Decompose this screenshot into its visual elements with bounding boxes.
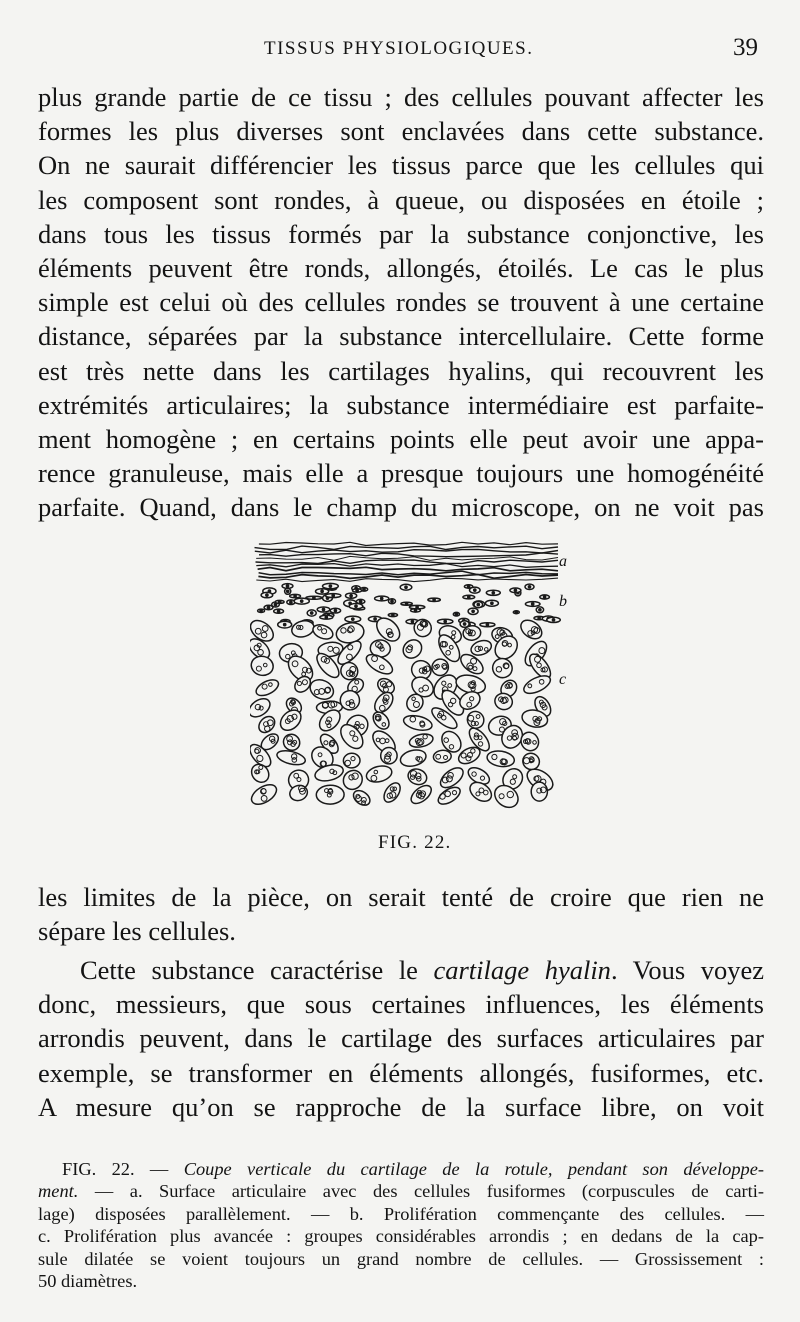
text-line: Cette substance caractérise le cartilage hyalin. Vous voyez	[80, 955, 764, 985]
legend-line: FIG. 22. — Coupe verticale du cartilage de la rotule, pendant son développe-	[62, 1159, 765, 1179]
legend-line: ment. — a. Surface articulaire avec des cellules fusiformes (corpuscules de carti-	[38, 1181, 764, 1202]
cell-nucleus	[325, 616, 327, 618]
cell-nucleus	[260, 610, 262, 612]
cartilage-engraving	[250, 536, 576, 814]
capsule	[408, 782, 435, 807]
cell-nucleus	[363, 588, 365, 590]
cell-nucleus	[301, 600, 303, 602]
emphasis-term: cartilage hyalin	[433, 955, 611, 985]
capsule	[531, 782, 547, 801]
fiber-line	[255, 549, 558, 553]
cell-nucleus	[374, 618, 376, 620]
text-line: éléments peuvent être ronds, allongés, étoilés. Le cas le plus	[38, 253, 764, 284]
text-line: On ne saurait différencier les tissus parce que les cellules qui	[38, 150, 764, 181]
cell-nucleus	[544, 596, 546, 598]
cell-nucleus	[486, 624, 488, 626]
cell-nucleus	[329, 585, 331, 587]
cell-nucleus	[279, 601, 281, 603]
cell-nucleus	[332, 595, 334, 597]
cell-nucleus	[391, 600, 393, 602]
capsule	[399, 636, 425, 662]
capsule	[316, 785, 344, 804]
cell-nucleus	[468, 585, 470, 587]
capsule	[371, 689, 396, 716]
capsule	[381, 780, 404, 805]
capsule	[466, 778, 495, 805]
capsule	[343, 753, 360, 768]
cell-nucleus	[392, 614, 394, 616]
cell-nucleus	[532, 603, 534, 605]
cell-nucleus	[360, 600, 362, 602]
cell-nucleus	[294, 595, 296, 597]
text-line: plus grande partie de ce tissu ; des cellules pouvant affecter les	[38, 82, 764, 112]
label-b: b	[559, 593, 567, 610]
text-line: dans tous les tissus formés par la substance conjonctive, les	[38, 218, 764, 249]
fiber-line	[256, 578, 558, 582]
figure-legend	[38, 1158, 764, 1292]
cell-nucleus	[322, 608, 324, 610]
text-line: A mesure qu’on se rapproche de la surface libre, on voit	[38, 1091, 764, 1122]
text-line: est très nette dans les cartilages hyalins, qui recouvrent les	[38, 355, 764, 386]
cell-nucleus	[352, 618, 354, 620]
cell-nucleus	[514, 589, 516, 591]
paragraph-continued	[38, 80, 764, 525]
capsule	[307, 676, 337, 703]
text-line: exemple, se transformer en éléments allongés, fusiformes, etc.	[38, 1057, 764, 1088]
cell-nucleus	[334, 610, 336, 612]
text-line: parfaite. Quand, dans le champ du microscope, on ne voit pas	[38, 492, 764, 523]
label-a: a	[559, 553, 567, 570]
cell-nucleus	[411, 621, 413, 623]
cell-nucleus	[539, 609, 541, 611]
cell-nucleus	[474, 589, 476, 591]
text-line: rence granuleuse, mais elle a presque toujours une homogénéité	[38, 458, 764, 489]
capsule	[250, 781, 280, 808]
capsule	[351, 788, 373, 809]
cell-nucleus	[491, 602, 493, 604]
fiber-line	[258, 575, 558, 579]
cell-nucleus	[455, 613, 457, 615]
fiber-line	[259, 553, 558, 557]
cell-nucleus	[405, 586, 407, 588]
cell-nucleus	[433, 599, 435, 601]
cell-nucleus	[515, 611, 517, 613]
page-number: 39	[733, 34, 758, 61]
capsule	[399, 747, 428, 768]
capsule	[311, 622, 335, 642]
capsule	[408, 732, 434, 749]
capsule	[402, 713, 433, 733]
capsule	[370, 709, 392, 732]
cell-nucleus	[468, 596, 470, 598]
paragraph-new	[38, 953, 764, 1124]
text-line: donc, messieurs, que sous certaines influences, les éléments	[38, 989, 764, 1020]
fiber-line	[256, 560, 559, 563]
cell-nucleus	[266, 594, 268, 596]
cell-nucleus	[290, 601, 292, 603]
capsule	[254, 677, 281, 699]
capsule	[489, 655, 515, 681]
cell-nucleus	[287, 590, 289, 592]
cell-nucleus	[416, 606, 418, 608]
capsule	[334, 620, 365, 645]
capsule	[486, 749, 515, 768]
text-line: formes les plus diverses sont enclavées dans cette substance.	[38, 116, 764, 147]
text-line: distance, séparées par la substance intercellulaire. Cette forme	[38, 321, 764, 352]
cell-nucleus	[313, 597, 315, 599]
text-line: arrondis peuvent, dans le cartilage des surfaces articulaires par	[38, 1023, 764, 1054]
cell-nucleus	[311, 612, 313, 614]
fiber-line	[258, 567, 558, 571]
cell-nucleus	[477, 604, 479, 606]
cell-nucleus	[492, 592, 494, 594]
cell-nucleus	[355, 605, 357, 607]
cell-nucleus	[278, 610, 280, 612]
cell-nucleus	[472, 610, 474, 612]
fiber-line	[255, 546, 559, 549]
capsule	[521, 672, 553, 697]
capsule	[276, 748, 307, 767]
cell-nucleus	[552, 619, 554, 621]
paragraph-end	[38, 880, 764, 948]
capsule	[433, 749, 452, 763]
cell-nucleus	[356, 589, 358, 591]
cell-nucleus	[350, 595, 352, 597]
cell-nucleus	[444, 620, 446, 622]
legend-line: lage) disposées parallèlement. — b. Prolifération commençante des cellules. —	[38, 1203, 764, 1224]
cell-nucleus	[464, 623, 466, 625]
cell-nucleus	[286, 585, 288, 587]
cell-nucleus	[381, 597, 383, 599]
legend-line: c. Prolifération plus avancée : groupes considérables arrondis ; en dedans de la cap-	[38, 1226, 764, 1247]
capsule	[250, 654, 275, 677]
text-line: extrémités articulaires; la substance intermédiaire est parfaite-	[38, 389, 764, 420]
legend-line: sule dilatée se voient toujours un grand nombre de cellules. — Grossissement :	[38, 1248, 764, 1269]
cell-nucleus	[538, 617, 540, 619]
cell-nucleus	[321, 590, 323, 592]
cartilage-illustration	[250, 536, 576, 814]
text-line: les composent sont rondes, à queue, ou disposées en étoile ;	[38, 184, 764, 215]
cell-nucleus	[267, 606, 269, 608]
capsule	[406, 767, 429, 788]
cell-nucleus	[406, 603, 408, 605]
running-head	[0, 34, 800, 68]
label-c: c	[559, 671, 567, 688]
text-line: simple est celui où des cellules rondes se trouvent à une certaine	[38, 287, 764, 318]
text-line: les limites de la pièce, on serait tenté de croire que rien ne	[38, 882, 764, 912]
capsule	[365, 764, 394, 785]
fiber-line	[259, 542, 558, 545]
cell-nucleus	[528, 586, 530, 588]
running-title: TISSUS PHYSIOLOGIQUES.	[264, 38, 534, 59]
cell-nucleus	[414, 609, 416, 611]
cell-nucleus	[284, 624, 286, 626]
text-line: ment homogène ; en certains points elle peut avoir une appa-	[38, 424, 764, 455]
figure-caption: FIG. 22.	[378, 832, 452, 853]
legend-line: 50 diamètres.	[38, 1271, 138, 1292]
text-line: sépare les cellules.	[38, 916, 236, 947]
